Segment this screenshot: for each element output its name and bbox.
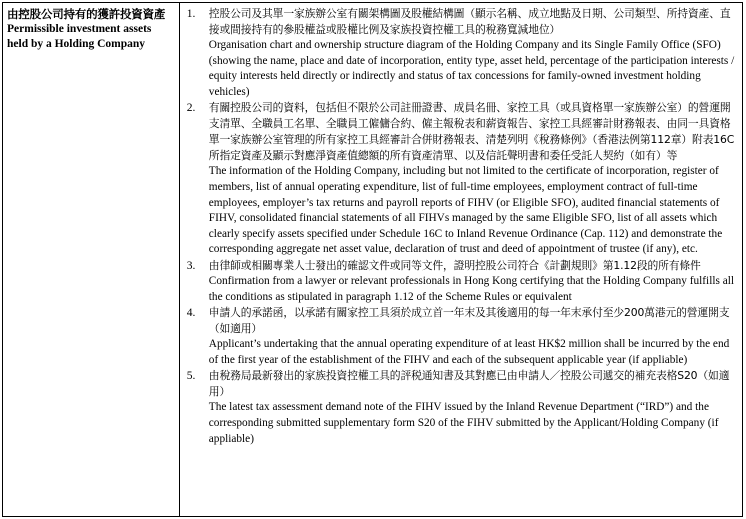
item-text-zh: 有關控股公司的資料，包括但不限於公司註冊證書、成員名冊、家控工具（或具資格單一家族辦公室）的營運開支清單、全職員工名單、全職員工僱傭合約、僱主報稅表和薪資報告、家控工具經審計財務報表、由同一具資格單一家族辦公室管理的所有家控工具經審計合併財務報表、清楚列明《稅務條例》（香港法例第112章）附表16C所指定資產及顯示對應淨資產值總額的所有資產清單、以及信託聲明書和委任受託人契約（如有）等 xyxy=(208,101,735,163)
list-item xyxy=(184,100,738,258)
item-text-en: Confirmation from a lawyer or relevant professionals in Hong Kong certifying that the Holding Company fulfills all the conditions as stipulated in paragraph 1.12 of the Scheme Rules or equivalent xyxy=(208,274,734,303)
category-title-zh: 由控股公司持有的獲許投資資產 xyxy=(7,7,166,21)
list-item xyxy=(184,305,738,368)
list-item xyxy=(184,258,738,305)
documents-cell xyxy=(179,3,742,517)
item-number: 2. xyxy=(186,102,196,115)
item-text-zh: 控股公司及其單一家族辦公室有關架構圖及股權結構圖（顯示名稱、成立地點及日期、公司類型、所持資產、直接或間接持有的參股權益或股權比例及家族投資控權工具的稅務寬減地位） xyxy=(208,7,731,36)
item-text-en: Applicant’s undertaking that the annual operating expenditure of at least HK$2 million shall be incurred by the end of the first year of the establishment of the FIHV and each of the subsequent applicable year (if appliable) xyxy=(208,338,730,366)
item-text-zh: 由稅務局最新發出的家族投資控權工具的評税通知書及其對應已由申請人／控股公司遞交的補充表格S20（如適用） xyxy=(208,369,730,399)
item-text-zh: 由律師或相關專業人士發出的確認文件或同等文件，證明控股公司符合《計劃規則》第1.12段的所有條件 xyxy=(208,258,701,272)
table-row xyxy=(3,3,743,517)
requirements-table xyxy=(2,2,743,517)
item-text-en: The information of the Holding Company, including but not limited to the certificate of incorporation, register of members, list of annual operating expenditure, list of full-time employees, employment contract of full-time employees, employer’s tax returns and payroll reports of FIHV (or Eligible SFO), audited financial statements of FIHV, consolidated financial statements of all FIHVs managed by the same Eligible SFO, list of all assets which clearly specify assets specified under Schedule 16C to Inland Revenue Ordinance (Cap. 112) and demonstrate the corresponding aggregate net asset value, declaration of trust and deed of appointment of trustee (if any), etc. xyxy=(208,165,723,256)
item-number: 4. xyxy=(186,307,196,320)
category-title-en: Permissible investment assets held by a Holding Company xyxy=(7,23,152,50)
item-text-en: The latest tax assessment demand note of the FIHV issued by the Inland Revenue Department (“IRD”) and the corresponding submitted supplementary form S20 of the FIHV submitted by the Applicant/Holding Company (if appliable) xyxy=(208,401,719,445)
list-item xyxy=(184,6,738,100)
item-number: 3. xyxy=(186,259,196,272)
item-number: 1. xyxy=(186,8,196,20)
item-text-en: Organisation chart and ownership structure diagram of the Holding Company and its Single Family Office (SFO) (showing the name, place and date of incorporation, entity type, asset held, percentage of the participation interests / equity interests held directly or indirectly and status of tax concessions for family-owned investment holding vehicles) xyxy=(208,39,735,98)
item-text-zh: 申請人的承諾函，以承諾有關家控工具須於成立首一年末及其後適用的每一年末承付至少200萬港元的營運開支（如適用） xyxy=(208,306,730,336)
item-number: 5. xyxy=(186,370,196,383)
list-item xyxy=(184,368,738,447)
category-cell xyxy=(3,3,180,517)
